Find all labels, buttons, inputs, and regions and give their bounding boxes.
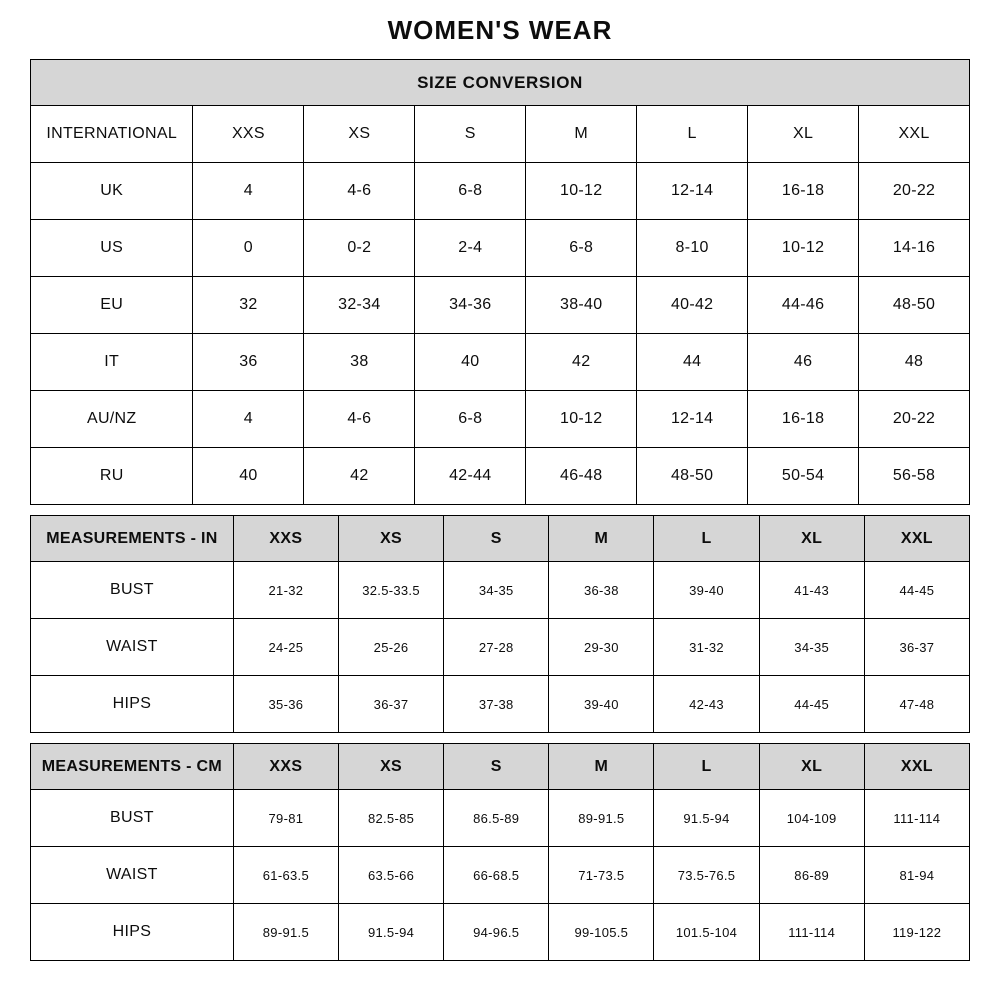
measurement-value-cell: 36-37 <box>864 619 969 676</box>
size-value-cell: 6-8 <box>415 391 526 448</box>
size-value-cell: 46-48 <box>526 448 637 505</box>
measurement-value-cell: 99-105.5 <box>549 904 654 961</box>
measurement-value-cell: 89-91.5 <box>549 790 654 847</box>
table-row <box>31 676 970 733</box>
column-header-s: S <box>444 516 549 562</box>
measurement-value-cell: 34-35 <box>759 619 864 676</box>
size-value-cell: 4-6 <box>304 163 415 220</box>
size-value-cell: 4-6 <box>304 391 415 448</box>
size-value-cell: 16-18 <box>748 163 859 220</box>
row-label-au-nz: AU/NZ <box>31 391 193 448</box>
size-value-cell: 12-14 <box>637 163 748 220</box>
size-conversion-table <box>30 59 970 505</box>
size-value-cell: 42 <box>526 334 637 391</box>
column-header-s: S <box>444 744 549 790</box>
row-label-eu: EU <box>31 277 193 334</box>
measurements-in-table <box>30 515 970 733</box>
column-header-m: M <box>549 516 654 562</box>
measurement-value-cell: 44-45 <box>864 562 969 619</box>
measurement-value-cell: 47-48 <box>864 676 969 733</box>
size-value-cell: 48 <box>859 334 970 391</box>
measurement-value-cell: 21-32 <box>233 562 338 619</box>
measurement-value-cell: 37-38 <box>444 676 549 733</box>
table-header-row <box>31 516 970 562</box>
table-title-cell-measurements-in: MEASUREMENTS - IN <box>31 516 234 562</box>
column-header-international: INTERNATIONAL <box>31 106 193 163</box>
size-value-cell: 20-22 <box>859 391 970 448</box>
size-value-cell: 42-44 <box>415 448 526 505</box>
size-value-cell: 56-58 <box>859 448 970 505</box>
measurement-value-cell: 111-114 <box>759 904 864 961</box>
size-value-cell: 44 <box>637 334 748 391</box>
row-label-hips: HIPS <box>31 904 234 961</box>
size-value-cell: 38 <box>304 334 415 391</box>
size-value-cell: 44-46 <box>748 277 859 334</box>
size-value-cell: 40-42 <box>637 277 748 334</box>
column-header-xxs: XXS <box>233 516 338 562</box>
measurements-in-body <box>31 516 970 733</box>
column-header-xl: XL <box>748 106 859 163</box>
column-header-s: S <box>415 106 526 163</box>
measurements-cm-body <box>31 744 970 961</box>
measurement-value-cell: 79-81 <box>233 790 338 847</box>
size-value-cell: 42 <box>304 448 415 505</box>
measurement-value-cell: 119-122 <box>864 904 969 961</box>
measurement-value-cell: 35-36 <box>233 676 338 733</box>
row-label-us: US <box>31 220 193 277</box>
row-label-it: IT <box>31 334 193 391</box>
size-value-cell: 36 <box>193 334 304 391</box>
size-value-cell: 48-50 <box>859 277 970 334</box>
column-header-xxs: XXS <box>233 744 338 790</box>
measurement-value-cell: 44-45 <box>759 676 864 733</box>
measurement-value-cell: 34-35 <box>444 562 549 619</box>
table-row <box>31 562 970 619</box>
measurement-value-cell: 63.5-66 <box>338 847 443 904</box>
column-header-xxs: XXS <box>193 106 304 163</box>
table-row <box>31 391 970 448</box>
size-value-cell: 32-34 <box>304 277 415 334</box>
measurement-value-cell: 39-40 <box>549 676 654 733</box>
measurement-value-cell: 42-43 <box>654 676 759 733</box>
measurement-value-cell: 86.5-89 <box>444 790 549 847</box>
table-row <box>31 619 970 676</box>
size-value-cell: 10-12 <box>526 163 637 220</box>
size-value-cell: 12-14 <box>637 391 748 448</box>
size-value-cell: 6-8 <box>526 220 637 277</box>
row-label-hips: HIPS <box>31 676 234 733</box>
page-title: WOMEN'S WEAR <box>387 15 613 45</box>
size-value-cell: 10-12 <box>748 220 859 277</box>
column-header-row <box>31 106 970 163</box>
size-value-cell: 34-36 <box>415 277 526 334</box>
measurement-value-cell: 29-30 <box>549 619 654 676</box>
measurement-value-cell: 32.5-33.5 <box>338 562 443 619</box>
column-header-l: L <box>637 106 748 163</box>
banner-row <box>31 60 970 106</box>
column-header-l: L <box>654 516 759 562</box>
row-label-uk: UK <box>31 163 193 220</box>
measurement-value-cell: 101.5-104 <box>654 904 759 961</box>
size-value-cell: 48-50 <box>637 448 748 505</box>
measurement-value-cell: 61-63.5 <box>233 847 338 904</box>
measurement-value-cell: 31-32 <box>654 619 759 676</box>
table-row <box>31 847 970 904</box>
column-header-m: M <box>549 744 654 790</box>
table-row <box>31 790 970 847</box>
table-row <box>31 163 970 220</box>
size-value-cell: 20-22 <box>859 163 970 220</box>
column-header-l: L <box>654 744 759 790</box>
row-label-waist: WAIST <box>31 619 234 676</box>
table-row <box>31 334 970 391</box>
measurement-value-cell: 27-28 <box>444 619 549 676</box>
measurement-value-cell: 82.5-85 <box>338 790 443 847</box>
column-header-xl: XL <box>759 516 864 562</box>
column-header-xs: XS <box>338 516 443 562</box>
measurement-value-cell: 91.5-94 <box>338 904 443 961</box>
table-header-row <box>31 744 970 790</box>
measurement-value-cell: 66-68.5 <box>444 847 549 904</box>
size-value-cell: 40 <box>415 334 526 391</box>
measurement-value-cell: 73.5-76.5 <box>654 847 759 904</box>
measurement-value-cell: 89-91.5 <box>233 904 338 961</box>
column-header-xs: XS <box>304 106 415 163</box>
size-value-cell: 32 <box>193 277 304 334</box>
size-value-cell: 46 <box>748 334 859 391</box>
size-value-cell: 16-18 <box>748 391 859 448</box>
size-value-cell: 4 <box>193 391 304 448</box>
size-value-cell: 14-16 <box>859 220 970 277</box>
measurement-value-cell: 91.5-94 <box>654 790 759 847</box>
column-header-xs: XS <box>338 744 443 790</box>
column-header-xxl: XXL <box>864 516 969 562</box>
column-header-xl: XL <box>759 744 864 790</box>
measurement-value-cell: 81-94 <box>864 847 969 904</box>
measurement-value-cell: 94-96.5 <box>444 904 549 961</box>
size-value-cell: 0-2 <box>304 220 415 277</box>
size-value-cell: 40 <box>193 448 304 505</box>
measurement-value-cell: 71-73.5 <box>549 847 654 904</box>
measurement-value-cell: 39-40 <box>654 562 759 619</box>
table-row <box>31 277 970 334</box>
size-value-cell: 38-40 <box>526 277 637 334</box>
measurement-value-cell: 36-37 <box>338 676 443 733</box>
row-label-waist: WAIST <box>31 847 234 904</box>
column-header-xxl: XXL <box>864 744 969 790</box>
size-value-cell: 4 <box>193 163 304 220</box>
measurement-value-cell: 104-109 <box>759 790 864 847</box>
size-value-cell: 2-4 <box>415 220 526 277</box>
size-conversion-body <box>31 60 970 505</box>
size-value-cell: 6-8 <box>415 163 526 220</box>
measurement-value-cell: 86-89 <box>759 847 864 904</box>
table-row <box>31 448 970 505</box>
column-header-xxl: XXL <box>859 106 970 163</box>
table-title-cell-measurements-cm: MEASUREMENTS - CM <box>31 744 234 790</box>
measurement-value-cell: 25-26 <box>338 619 443 676</box>
measurement-value-cell: 24-25 <box>233 619 338 676</box>
size-value-cell: 8-10 <box>637 220 748 277</box>
size-value-cell: 10-12 <box>526 391 637 448</box>
table-banner: SIZE CONVERSION <box>31 60 970 106</box>
table-row <box>31 904 970 961</box>
measurement-value-cell: 36-38 <box>549 562 654 619</box>
row-label-bust: BUST <box>31 790 234 847</box>
row-label-bust: BUST <box>31 562 234 619</box>
table-row <box>31 220 970 277</box>
size-value-cell: 50-54 <box>748 448 859 505</box>
measurement-value-cell: 41-43 <box>759 562 864 619</box>
measurements-cm-table <box>30 743 970 961</box>
column-header-m: M <box>526 106 637 163</box>
size-value-cell: 0 <box>193 220 304 277</box>
row-label-ru: RU <box>31 448 193 505</box>
measurement-value-cell: 111-114 <box>864 790 969 847</box>
